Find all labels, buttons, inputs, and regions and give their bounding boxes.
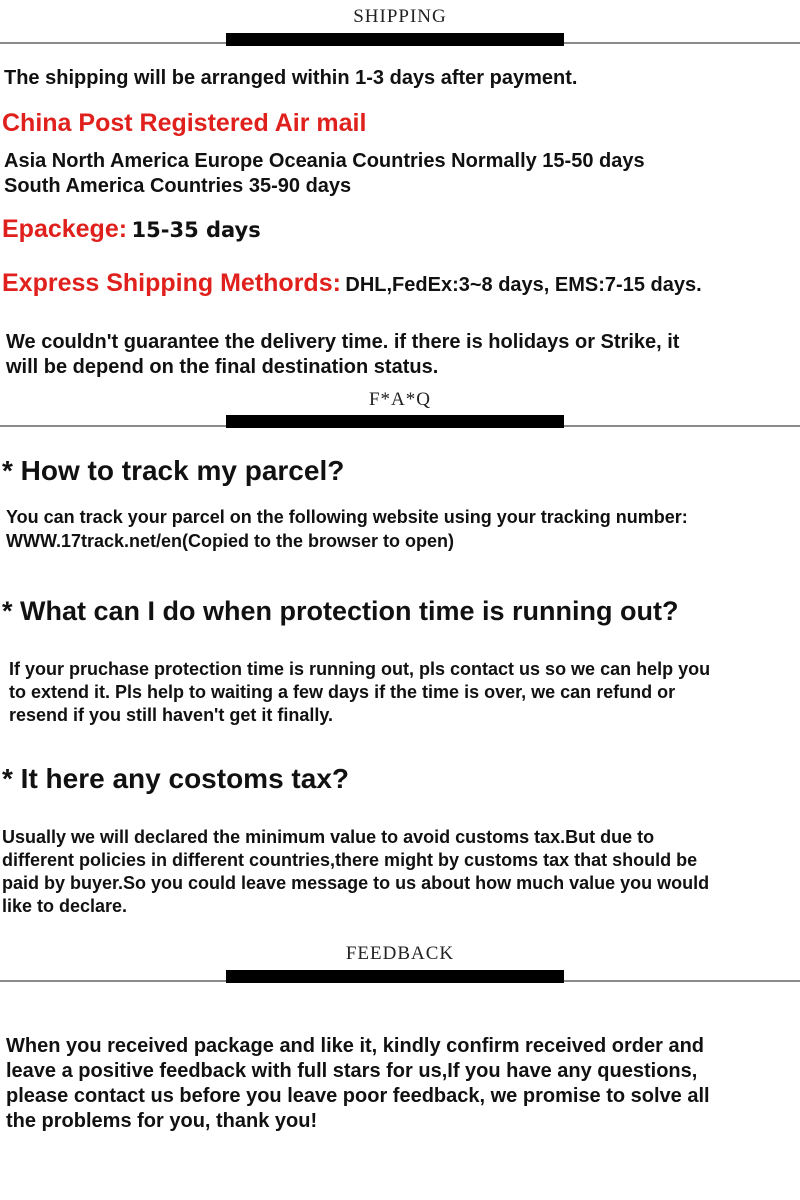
feedback-divider-bar [226, 970, 564, 983]
epacket-row [2, 215, 261, 244]
guarantee-line-1: We couldn't guarantee the delivery time. if there is holidays or Strike, it [6, 331, 680, 353]
faq-answer-1-line-1: You can track your parcel on the following website using your tracking number: [6, 507, 688, 527]
feedback-line-1: When you received package and like it, kindly confirm received order and [6, 1035, 705, 1057]
faq-answer-3-line-2: different policies in different countries,there might by customs tax that should be [2, 850, 698, 870]
express-label: Express Shipping Methords: [2, 269, 341, 297]
faq-question-1: * How to track my parcel? [2, 455, 345, 486]
shipping-title: SHIPPING [353, 6, 447, 27]
faq-question-2: * What can I do when protection time is running out? [2, 596, 679, 626]
china-post-line-2: South America Countries 35-90 days [4, 175, 352, 197]
faq-answer-1-line-2: WWW.17track.net/en(Copied to the browser to open) [6, 531, 455, 551]
epacket-label: Epackege: [2, 215, 128, 243]
faq-answer-2-line-3: resend if you still haven't get it finally. [9, 705, 334, 725]
faq-question-3: * It here any costoms tax? [2, 763, 350, 794]
china-post-line-1: Asia North America Europe Oceania Countries Normally 15-50 days [4, 150, 645, 172]
feedback-title: FEEDBACK [345, 943, 455, 964]
express-value: DHL,FedEx:3~8 days, EMS:7-15 days. [345, 274, 702, 296]
feedback-line-2: leave a positive feedback with full stars for us,If you have any questions, [6, 1060, 698, 1082]
faq-title: F*A*Q [368, 389, 431, 410]
china-post-label: China Post Registered Air mail [2, 109, 367, 137]
faq-answer-3-line-1: Usually we will declared the minimum value to avoid customs tax.But due to [2, 827, 655, 847]
feedback-line-4: the problems for you, thank you! [6, 1110, 318, 1132]
faq-answer-2-line-2: to extend it. Pls help to waiting a few days if the time is over, we can refund or [9, 682, 676, 702]
feedback-line-3: please contact us before you leave poor feedback, we promise to solve all [6, 1085, 710, 1107]
guarantee-line-2: will be depend on the final destination status. [6, 356, 439, 378]
shipping-divider-bar [226, 33, 564, 46]
faq-answer-3-line-3: paid by buyer.So you could leave message to us about how much value you would [2, 873, 710, 893]
faq-answer-3-line-4: like to declare. [2, 896, 128, 916]
faq-answer-2-line-1: If your pruchase protection time is running out, pls contact us so we can help you [9, 659, 711, 679]
shipping-arranged-text: The shipping will be arranged within 1-3 days after payment. [4, 67, 578, 89]
epacket-value: 15-35 days [131, 218, 261, 242]
faq-divider-bar [226, 415, 564, 428]
express-row [2, 269, 702, 298]
